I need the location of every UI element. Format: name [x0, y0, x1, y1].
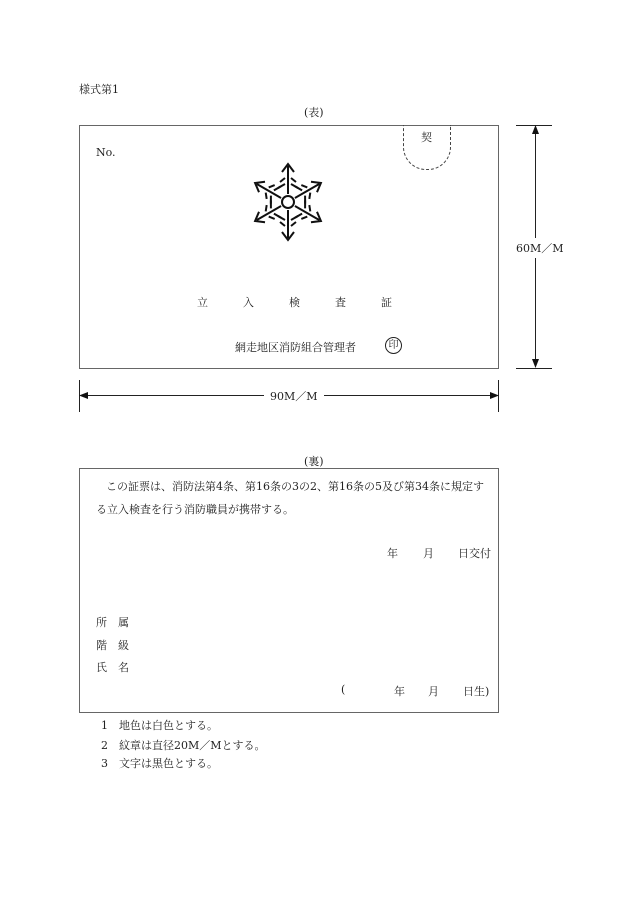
note-number: 1	[101, 719, 108, 732]
title-char: 査	[335, 296, 346, 309]
emblem-icon	[247, 161, 329, 243]
number-label: No.	[96, 146, 116, 159]
card-title	[197, 294, 427, 310]
seal-area-label: 契	[421, 131, 432, 144]
field-rank: 階 級	[96, 639, 129, 652]
field-name: 氏 名	[96, 661, 129, 674]
birth-day: 日生)	[463, 685, 490, 698]
front-card	[79, 125, 499, 369]
note-number: 2	[101, 739, 108, 752]
birth-month: 月	[428, 685, 439, 698]
stamp-mark: 印	[385, 337, 402, 354]
note-item	[101, 737, 266, 753]
form-label: 様式第1	[79, 83, 119, 96]
note-number: 3	[101, 757, 108, 770]
issuer: 網走地区消防組合管理者	[235, 341, 356, 354]
birth-open: (	[341, 683, 346, 696]
title-char: 立	[197, 296, 208, 309]
note-text: 地色は白色とする。	[119, 719, 218, 732]
back-text-line1: この証票は、消防法第4条、第16条の3の2、第16条の5及び第34条に規定す	[106, 480, 484, 493]
birth-year: 年	[394, 685, 405, 698]
note-item	[101, 717, 218, 733]
width-dimension: 90M／M	[264, 388, 324, 404]
title-char: 検	[289, 296, 300, 309]
front-heading: (表)	[304, 106, 324, 119]
back-text-line2: る立入検査を行う消防職員が携帯する。	[96, 503, 294, 516]
field-affiliation: 所 属	[96, 616, 129, 629]
note-item	[101, 755, 218, 771]
seal-area	[403, 125, 451, 170]
note-text: 文字は黒色とする。	[119, 757, 218, 770]
height-dimension: 60M／M	[516, 238, 564, 258]
note-text: 紋章は直径20M／Mとする。	[119, 739, 266, 752]
title-char: 証	[381, 296, 392, 309]
issue-year: 年	[387, 547, 398, 560]
title-char: 入	[243, 296, 254, 309]
issue-day: 日交付	[458, 547, 491, 560]
back-heading: (裏)	[304, 455, 324, 468]
issue-month: 月	[423, 547, 434, 560]
back-card	[79, 468, 499, 713]
